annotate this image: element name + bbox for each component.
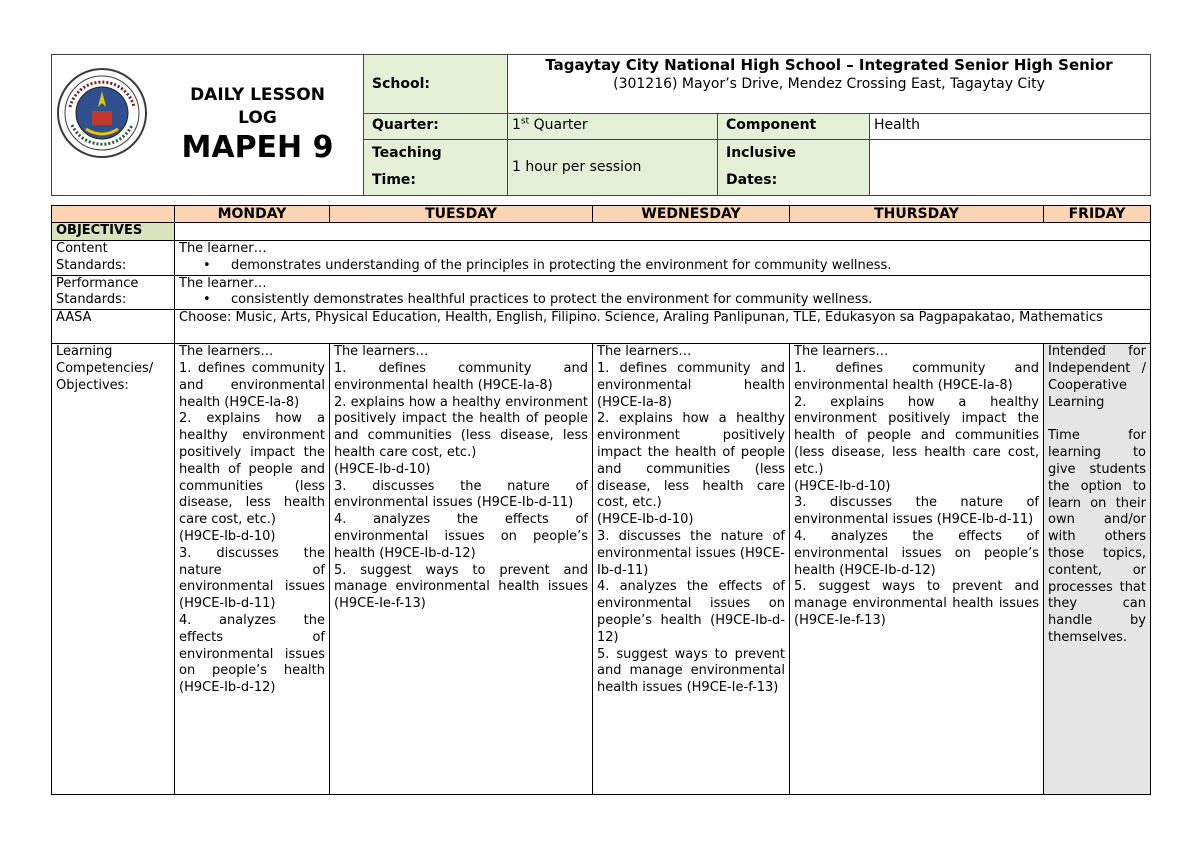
tuesday-item-3: 3. discusses the nature of environmental issues (H9CE-Ib-d-11) (334, 478, 588, 511)
teaching-label-1: Teaching (372, 145, 442, 161)
wednesday-competencies (593, 344, 790, 795)
performance-standards-bullet: • consistently demonstrates healthful practices to protect the environment for community wellness. (179, 292, 1146, 309)
component-label: Component (718, 114, 870, 140)
tuesday-item-1: 1. defines community and environmental health (H9CE-Ia-8) (334, 360, 588, 393)
inclusive-dates-value (870, 140, 1151, 196)
day-thursday: THURSDAY (790, 206, 1044, 223)
quarter-num: 1 (512, 117, 521, 133)
content-standards-cell (175, 241, 1151, 276)
learning-competencies-row (52, 344, 1151, 795)
thursday-competencies (790, 344, 1044, 795)
thursday-item-2: 2. explains how a healthy environment positively impact the health of people and communities (less disease, less health care cost, etc.) (794, 394, 1039, 477)
title-line-1: DAILY LESSON (190, 85, 325, 105)
inclusive-label-2: Dates: (726, 172, 778, 188)
friday-text: Intended for Independent / Cooperative Learning (1048, 344, 1146, 410)
monday-item-2: 2. explains how a healthy environment positively impact the health of people and communities (less disease, less health care cost, etc.) (179, 411, 325, 528)
wednesday-item-3: 3. discusses the nature of environmental issues (H9CE-Ib-d-11) (597, 528, 785, 578)
objectives-blank (175, 223, 1151, 241)
wednesday-intro: The learners… (597, 344, 692, 360)
content-standards-intro: The learner… (179, 241, 267, 256)
teaching-label-2: Time: (372, 172, 417, 188)
tuesday-intro: The learners… (334, 344, 429, 360)
thursday-item-2-code: (H9CE-Ib-d-10) (794, 478, 891, 494)
monday-item-2-code: (H9CE-Ib-d-10) (179, 528, 276, 544)
tuesday-item-4: 4. analyzes the effects of environmental issues on people’s health (H9CE-Ib-d-12) (334, 512, 588, 561)
school-cell (508, 55, 1151, 114)
quarter-label: Quarter: (364, 114, 508, 140)
thursday-intro: The learners… (794, 344, 889, 360)
aasa-label: AASA (52, 310, 175, 344)
day-header-blank (52, 206, 175, 223)
header-title-cell (52, 55, 364, 196)
day-wednesday: WEDNESDAY (593, 206, 790, 223)
objectives-label: OBJECTIVES (52, 223, 175, 241)
performance-standards-cell (175, 275, 1151, 310)
monday-intro: The learners… (179, 344, 274, 360)
friday-competencies (1044, 344, 1151, 795)
teaching-time-value: 1 hour per session (508, 140, 718, 196)
performance-standards-label: Performance Standards: (52, 275, 175, 310)
quarter-sup: st (520, 116, 530, 127)
monday-item-4: 4. analyzes the effects of environmental issues on people’s health (H9CE-Ib-d-12) (179, 612, 325, 696)
content-standards-label: Content Standards: (52, 241, 175, 276)
aasa-text: Choose: Music, Arts, Physical Education, Health, English, Filipino. Science, Araling Panlipunan, TLE, Edukasyon sa Pagpapakatao, Mathematics (175, 310, 1151, 344)
day-monday: MONDAY (175, 206, 330, 223)
quarter-value (508, 114, 718, 140)
header-table (51, 54, 1151, 196)
monday-item-1: 1. defines community and environmental health (H9CE-Ia-8) (179, 360, 325, 410)
school-label: School: (364, 55, 508, 114)
title-line-2: LOG (238, 108, 277, 128)
wednesday-item-2: 2. explains how a healthy environment positively impact the health of people and communities (less disease, less health care cost, etc.) (597, 411, 785, 511)
quarter-word: Quarter (529, 117, 588, 133)
day-header-row (52, 206, 1151, 223)
title-line-3: MAPEH 9 (181, 130, 334, 165)
lesson-table (51, 205, 1151, 795)
day-friday: FRIDAY (1044, 206, 1151, 223)
wednesday-item-5: 5. suggest ways to prevent and manage environmental health issues (H9CE-Ie-f-13) (597, 646, 785, 696)
thursday-item-4: 4. analyzes the effects of environmental issues on people’s health (H9CE-Ib-d-12) (794, 528, 1039, 578)
inclusive-label-1: Inclusive (726, 145, 796, 161)
content-standards-bullet: • demonstrates understanding of the principles in protecting the environment for community wellness. (179, 258, 1146, 275)
deped-seal-icon (56, 67, 148, 159)
tuesday-item-2: 2. explains how a healthy environment positively impact the health of people and communities (less disease, less health care cost, etc.) (334, 394, 588, 460)
thursday-item-3: 3. discusses the nature of environmental issues (H9CE-Ib-d-11) (794, 495, 1039, 528)
tuesday-competencies (330, 344, 593, 795)
school-name: Tagaytay City National High School – Integrated Senior High Senior (545, 56, 1113, 74)
teaching-time-label (364, 140, 508, 196)
thursday-item-1: 1. defines community and environmental health (H9CE-Ia-8) (794, 360, 1039, 393)
wednesday-item-2-code: (H9CE-Ib-d-10) (597, 512, 694, 528)
wednesday-item-4: 4. analyzes the effects of environmental issues on people’s health (H9CE-Ib-d-12) (597, 579, 785, 645)
inclusive-dates-label (718, 140, 870, 196)
thursday-item-5: 5. suggest ways to prevent and manage environmental health issues (H9CE-Ie-f-13) (794, 579, 1039, 628)
school-address: (301216) Mayor’s Drive, Mendez Crossing East, Tagaytay City (613, 76, 1045, 92)
friday-text-2: Time for learning to give students the option to learn on their own and/or with others those topics, content, or processes that they can handle by themselves. (1048, 428, 1146, 645)
monday-item-3: 3. discusses the nature of environmental issues (H9CE-Ib-d-11) (179, 545, 325, 612)
tuesday-item-2-code: (H9CE-Ib-d-10) (334, 461, 431, 477)
day-tuesday: TUESDAY (330, 206, 593, 223)
tuesday-item-5: 5. suggest ways to prevent and manage environmental health issues (H9CE-Ie-f-13) (334, 562, 588, 612)
wednesday-item-1: 1. defines community and environmental health (H9CE-Ia-8) (597, 360, 785, 410)
component-value: Health (870, 114, 1151, 140)
learning-competencies-label: Learning Competencies/ Objectives: (52, 344, 175, 795)
friday-spacer (1048, 411, 1146, 428)
monday-competencies (175, 344, 330, 795)
performance-standards-intro: The learner… (179, 275, 267, 291)
